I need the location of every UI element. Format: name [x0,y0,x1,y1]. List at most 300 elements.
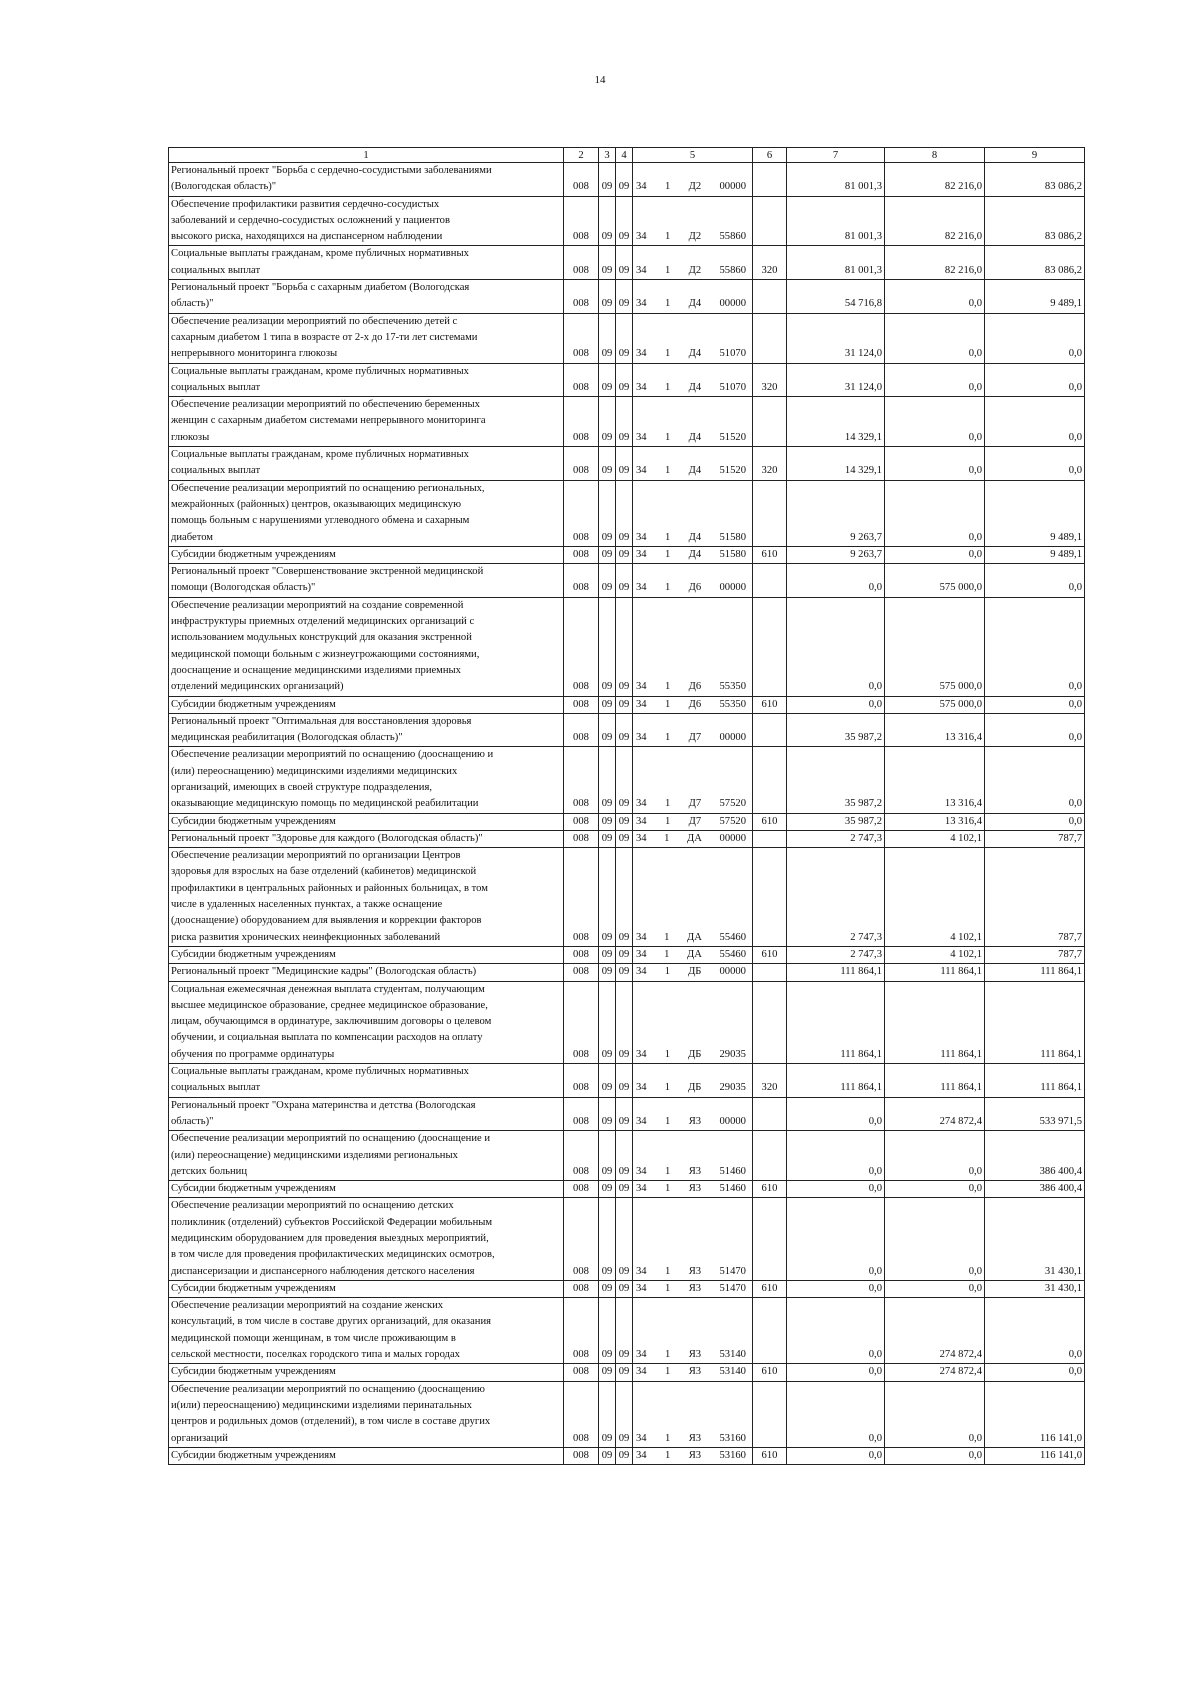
target-article-part: 34 [636,1082,647,1094]
target-article-parts [633,296,752,312]
target-article-part: Я3 [688,1282,702,1294]
ministry-code-cell: 008 [564,397,599,447]
section-code-cell: 09 [599,848,616,947]
amount-col-8-cell: 111 864,1 [885,981,985,1063]
table-row [169,813,1085,830]
target-article-part: Д4 [688,531,702,543]
row-name-cell: Обеспечение реализации мероприятий по оснащению (дооснащению и (или) переоснащению) медицинскими изделиями медицинских организаций, имеющих в своей структуре подразделения, оказывающие медицинскую помощь по медицинской реабилитации [169,747,564,813]
target-article-part: 1 [664,732,671,744]
section-code-cell: 09 [599,747,616,813]
target-article-cell [633,1381,753,1447]
target-article-part: 1 [664,465,671,477]
target-article-parts [633,580,752,596]
target-article-cell [633,1097,753,1131]
table-row [169,313,1085,363]
expense-type-cell: 610 [753,813,787,830]
amount-col-8-cell: 0,0 [885,1447,985,1464]
amount-col-8-cell: 4 102,1 [885,946,985,963]
target-article-part: 34 [636,348,647,360]
target-article-part: 1 [665,1366,671,1378]
section-code-cell: 09 [599,964,616,981]
target-article-parts [633,1080,752,1096]
expense-type-cell [753,830,787,847]
subsection-code-cell: 09 [616,564,633,598]
ministry-code-cell: 008 [564,1364,599,1381]
expense-type-cell: 320 [753,1064,787,1098]
target-article-part: Я3 [688,1265,702,1277]
target-article-part: 1 [665,1115,671,1127]
amount-col-9-cell: 787,7 [985,830,1085,847]
subsection-code-cell: 09 [616,1181,633,1198]
row-name-cell: Субсидии бюджетным учреждениям [169,1364,564,1381]
subsection-code-cell: 09 [616,163,633,197]
amount-col-7-cell: 9 263,7 [787,480,885,546]
target-article-part: 34 [636,966,647,978]
amount-col-8-cell: 0,0 [885,480,985,546]
table-row [169,848,1085,947]
amount-col-8-cell: 274 872,4 [885,1097,985,1131]
expense-type-cell [753,1381,787,1447]
ministry-code-cell: 008 [564,1280,599,1297]
target-article-cell [633,1298,753,1364]
section-code-cell: 09 [599,1097,616,1131]
amount-col-7-cell: 9 263,7 [787,546,885,563]
amount-col-7-cell: 81 001,3 [787,163,885,197]
subsection-code-cell: 09 [616,1381,633,1447]
ministry-code-cell: 008 [564,480,599,546]
expense-type-cell [753,280,787,314]
target-article-part: 1 [664,1082,670,1094]
table-row [169,981,1085,1063]
table-row [169,163,1085,197]
header-cell-col-7: 7 [787,148,885,163]
target-article-parts [633,964,752,980]
target-article-part: 1 [665,1432,671,1444]
target-article-part: 34 [636,1115,647,1127]
row-name-cell: Субсидии бюджетным учреждениям [169,696,564,713]
target-article-part: 55460 [719,931,746,943]
table-row [169,1097,1085,1131]
target-article-part: 34 [636,531,647,543]
amount-col-8-cell: 82 216,0 [885,163,985,197]
target-article-cell [633,280,753,314]
target-article-part: ДБ [688,1048,702,1060]
target-article-part: 1 [664,698,671,710]
target-article-part: 34 [636,732,647,744]
amount-col-9-cell: 9 489,1 [985,546,1085,563]
amount-col-8-cell: 0,0 [885,313,985,363]
subsection-code-cell: 09 [616,546,633,563]
target-article-part: 34 [636,264,647,276]
subsection-code-cell: 09 [616,1298,633,1364]
target-article-cell [633,964,753,981]
target-article-parts [633,430,752,446]
section-code-cell: 09 [599,696,616,713]
target-article-part: Д4 [688,431,702,443]
amount-col-9-cell: 31 430,1 [985,1280,1085,1297]
target-article-parts [633,263,752,279]
table-row [169,246,1085,280]
subsection-code-cell: 09 [616,313,633,363]
target-article-part: 00000 [719,966,746,978]
target-article-part: 1 [664,181,671,193]
ministry-code-cell: 008 [564,946,599,963]
subsection-code-cell: 09 [616,1131,633,1181]
ministry-code-cell: 008 [564,1131,599,1181]
amount-col-8-cell: 0,0 [885,1131,985,1181]
subsection-code-cell: 09 [616,696,633,713]
amount-col-7-cell: 111 864,1 [787,964,885,981]
amount-col-9-cell: 787,7 [985,848,1085,947]
section-code-cell: 09 [599,713,616,747]
expense-type-cell [753,1198,787,1280]
target-article-parts [633,1347,752,1363]
target-article-part: Д7 [688,732,702,744]
row-name-cell: Социальные выплаты гражданам, кроме публичных нормативных социальных выплат [169,447,564,481]
target-article-part: 1 [664,582,671,594]
section-code-cell: 09 [599,564,616,598]
section-code-cell: 09 [599,1447,616,1464]
expense-type-cell: 610 [753,946,787,963]
row-name-cell: Социальная ежемесячная денежная выплата студентам, получающим высшее медицинское образование, среднее медицинское образование, лицам, обучающимся в ординатуре, заключившим договоры о целевом обучении, и социальная выплата по компенсации расходов на оплату обучения по программе ординатуры [169,981,564,1063]
target-article-part: 1 [664,966,670,978]
target-article-cell [633,1447,753,1464]
amount-col-8-cell: 13 316,4 [885,747,985,813]
ministry-code-cell: 008 [564,747,599,813]
amount-col-7-cell: 2 747,3 [787,848,885,947]
target-article-cell [633,546,753,563]
section-code-cell: 09 [599,1381,616,1447]
target-article-part: 00000 [719,1115,746,1127]
target-article-part: 1 [665,1349,671,1361]
target-article-part: 1 [664,548,671,560]
target-article-part: Д4 [688,348,702,360]
target-article-part: 55460 [719,948,746,960]
table-row [169,1381,1085,1447]
ministry-code-cell: 008 [564,280,599,314]
amount-col-8-cell: 111 864,1 [885,1064,985,1098]
target-article-part: 53160 [719,1432,746,1444]
target-article-part: 55860 [719,264,746,276]
subsection-code-cell: 09 [616,1364,633,1381]
ministry-code-cell: 008 [564,1181,599,1198]
section-code-cell: 09 [599,1298,616,1364]
ministry-code-cell: 008 [564,1097,599,1131]
section-code-cell: 09 [599,313,616,363]
target-article-part: 34 [636,1366,647,1378]
table-row [169,1364,1085,1381]
amount-col-9-cell: 0,0 [985,447,1085,481]
expense-type-cell: 610 [753,546,787,563]
section-code-cell: 09 [599,196,616,246]
amount-col-7-cell: 2 747,3 [787,830,885,847]
target-article-part: 34 [636,948,647,960]
subsection-code-cell: 09 [616,363,633,397]
target-article-part: 1 [664,1048,670,1060]
amount-col-8-cell: 0,0 [885,397,985,447]
amount-col-9-cell: 0,0 [985,1364,1085,1381]
expense-type-cell [753,480,787,546]
target-article-cell [633,163,753,197]
target-article-part: Д2 [688,181,702,193]
amount-col-9-cell: 0,0 [985,363,1085,397]
target-article-part: 34 [636,1349,647,1361]
subsection-code-cell: 09 [616,946,633,963]
table-row [169,397,1085,447]
target-article-part: ДБ [688,966,702,978]
ministry-code-cell: 008 [564,163,599,197]
target-article-part: 1 [664,381,671,393]
expense-type-cell: 320 [753,246,787,280]
target-article-part: ДА [687,948,702,960]
target-article-cell [633,1198,753,1280]
target-article-part: Д4 [688,465,702,477]
ministry-code-cell: 008 [564,1198,599,1280]
ministry-code-cell: 008 [564,1381,599,1447]
target-article-part: 1 [664,231,671,243]
amount-col-7-cell: 81 001,3 [787,196,885,246]
target-article-part: 00000 [719,832,746,844]
amount-col-8-cell: 4 102,1 [885,830,985,847]
amount-col-8-cell: 0,0 [885,1181,985,1198]
target-article-part: 55350 [719,681,746,693]
expense-type-cell: 320 [753,363,787,397]
row-name-cell: Обеспечение реализации мероприятий по обеспечению беременных женщин с сахарным диабетом системами непрерывного мониторинга глюкозы [169,397,564,447]
amount-col-7-cell: 14 329,1 [787,397,885,447]
table-row [169,1298,1085,1364]
table-row [169,1181,1085,1198]
expense-type-cell: 610 [753,696,787,713]
target-article-part: 29035 [719,1082,746,1094]
section-code-cell: 09 [599,280,616,314]
amount-col-9-cell: 111 864,1 [985,981,1085,1063]
amount-col-8-cell: 82 216,0 [885,246,985,280]
target-article-part: 34 [636,298,647,310]
target-article-part: Д7 [688,798,702,810]
amount-col-7-cell: 35 987,2 [787,813,885,830]
target-article-cell [633,747,753,813]
target-article-part: 1 [664,681,671,693]
amount-col-8-cell: 0,0 [885,1381,985,1447]
subsection-code-cell: 09 [616,848,633,947]
target-article-part: 34 [636,1282,647,1294]
target-article-parts [633,1114,752,1130]
ministry-code-cell: 008 [564,1298,599,1364]
amount-col-7-cell: 0,0 [787,1298,885,1364]
target-article-part: Д4 [688,548,702,560]
target-article-part: Д6 [688,698,702,710]
expense-type-cell [753,313,787,363]
amount-col-9-cell: 116 141,0 [985,1447,1085,1464]
section-code-cell: 09 [599,480,616,546]
section-code-cell: 09 [599,1181,616,1198]
target-article-part: 51470 [719,1282,746,1294]
table-row [169,1447,1085,1464]
target-article-parts [633,831,752,847]
section-code-cell: 09 [599,1198,616,1280]
row-name-cell: Региональный проект "Борьба с сахарным диабетом (Вологодская область)" [169,280,564,314]
amount-col-9-cell: 83 086,2 [985,246,1085,280]
table-row [169,196,1085,246]
table-row [169,964,1085,981]
header-cell-col-2: 2 [564,148,599,163]
header-cell-col-3: 3 [599,148,616,163]
target-article-part: 34 [636,1265,647,1277]
table-row [169,564,1085,598]
target-article-part: 1 [664,531,671,543]
subsection-code-cell: 09 [616,981,633,1063]
expense-type-cell [753,1097,787,1131]
amount-col-9-cell: 787,7 [985,946,1085,963]
amount-col-9-cell: 0,0 [985,1298,1085,1364]
target-article-part: Д6 [688,681,702,693]
target-article-cell [633,1181,753,1198]
ministry-code-cell: 008 [564,564,599,598]
target-article-part: Д7 [688,815,702,827]
target-article-parts [633,179,752,195]
target-article-part: 34 [636,1048,647,1060]
section-code-cell: 09 [599,546,616,563]
target-article-parts [633,1281,752,1297]
target-article-parts [633,229,752,245]
target-article-part: 29035 [719,1048,746,1060]
target-article-part: 34 [636,698,647,710]
row-name-cell: Социальные выплаты гражданам, кроме публичных нормативных социальных выплат [169,363,564,397]
ministry-code-cell: 008 [564,964,599,981]
target-article-part: 34 [636,1183,647,1195]
amount-col-8-cell: 575 000,0 [885,597,985,696]
table-row [169,597,1085,696]
amount-col-9-cell: 386 400,4 [985,1131,1085,1181]
target-article-part: Д2 [688,231,702,243]
target-article-part: Я3 [688,1115,702,1127]
amount-col-9-cell: 111 864,1 [985,964,1085,981]
target-article-part: 51580 [719,531,746,543]
target-article-part: Я3 [688,1165,702,1177]
section-code-cell: 09 [599,397,616,447]
ministry-code-cell: 008 [564,597,599,696]
target-article-part: 57520 [719,815,746,827]
section-code-cell: 09 [599,946,616,963]
target-article-parts [633,530,752,546]
target-article-cell [633,447,753,481]
subsection-code-cell: 09 [616,1280,633,1297]
target-article-part: 57520 [719,798,746,810]
target-article-part: 51520 [719,431,746,443]
subsection-code-cell: 09 [616,397,633,447]
amount-col-7-cell: 31 124,0 [787,363,885,397]
amount-col-7-cell: 0,0 [787,1181,885,1198]
amount-col-9-cell: 0,0 [985,313,1085,363]
target-article-cell [633,946,753,963]
amount-col-9-cell: 9 489,1 [985,280,1085,314]
ministry-code-cell: 008 [564,363,599,397]
section-code-cell: 09 [599,830,616,847]
amount-col-7-cell: 2 747,3 [787,946,885,963]
table-row [169,280,1085,314]
target-article-parts [633,679,752,695]
amount-col-7-cell: 31 124,0 [787,313,885,363]
target-article-part: Д4 [688,298,702,310]
amount-col-7-cell: 81 001,3 [787,246,885,280]
ministry-code-cell: 008 [564,713,599,747]
subsection-code-cell: 09 [616,196,633,246]
table-body [169,148,1085,1465]
target-article-part: 34 [636,815,647,827]
ministry-code-cell: 008 [564,546,599,563]
target-article-part: 34 [636,832,647,844]
target-article-cell [633,397,753,447]
target-article-part: 34 [636,1432,647,1444]
ministry-code-cell: 008 [564,1064,599,1098]
target-article-cell [633,564,753,598]
amount-col-7-cell: 54 716,8 [787,280,885,314]
amount-col-8-cell: 0,0 [885,363,985,397]
target-article-part: 1 [665,1165,671,1177]
row-name-cell: Обеспечение реализации мероприятий по обеспечению детей с сахарным диабетом 1 типа в возрасте от 2-х до 17-ти лет системами непрерывного мониторинга глюкозы [169,313,564,363]
section-code-cell: 09 [599,1131,616,1181]
header-cell-col-5: 5 [633,148,753,163]
expense-type-cell [753,1131,787,1181]
amount-col-8-cell: 274 872,4 [885,1298,985,1364]
target-article-part: 34 [636,381,647,393]
target-article-part: 51070 [719,381,746,393]
amount-col-9-cell: 0,0 [985,747,1085,813]
target-article-parts [633,547,752,563]
expense-type-cell: 320 [753,447,787,481]
subsection-code-cell: 09 [616,713,633,747]
header-cell-col-8: 8 [885,148,985,163]
target-article-part: 34 [636,181,647,193]
header-cell-col-6: 6 [753,148,787,163]
table-row [169,1064,1085,1098]
amount-col-7-cell: 0,0 [787,696,885,713]
target-article-parts [633,1431,752,1447]
amount-col-7-cell: 111 864,1 [787,1064,885,1098]
amount-col-9-cell: 116 141,0 [985,1381,1085,1447]
target-article-part: ДА [687,832,702,844]
amount-col-7-cell: 0,0 [787,1364,885,1381]
subsection-code-cell: 09 [616,747,633,813]
target-article-parts [633,1164,752,1180]
target-article-part: 00000 [719,582,746,594]
row-name-cell: Обеспечение реализации мероприятий на создание современной инфраструктуры приемных отделений медицинских организаций с использованием модульных конструкций для оказания экстренной медицинской помощи больным с жизнеугрожающими состояниями, дооснащение и оснащение медицинскими изделиями приемных отделений медицинских организаций) [169,597,564,696]
row-name-cell: Субсидии бюджетным учреждениям [169,1181,564,1198]
subsection-code-cell: 09 [616,964,633,981]
amount-col-7-cell: 35 987,2 [787,713,885,747]
ministry-code-cell: 008 [564,830,599,847]
row-name-cell: Обеспечение реализации мероприятий по оснащению детских поликлиник (отделений) субъектов Российской Федерации мобильным медицинским оборудованием для проведения выездных мероприятий, в том числе для проведения профилактических медицинских осмотров, диспансеризации и диспансерного наблюдения детского населения [169,1198,564,1280]
target-article-part: 00000 [719,298,746,310]
target-article-part: 51460 [719,1183,746,1195]
target-article-cell [633,196,753,246]
subsection-code-cell: 09 [616,480,633,546]
row-name-cell: Социальные выплаты гражданам, кроме публичных нормативных социальных выплат [169,1064,564,1098]
target-article-cell [633,981,753,1063]
section-code-cell: 09 [599,447,616,481]
table-row [169,447,1085,481]
target-article-parts [633,814,752,830]
subsection-code-cell: 09 [616,597,633,696]
expense-type-cell: 610 [753,1280,787,1297]
amount-col-9-cell: 0,0 [985,597,1085,696]
row-name-cell: Субсидии бюджетным учреждениям [169,946,564,963]
amount-col-9-cell: 111 864,1 [985,1064,1085,1098]
target-article-part: ДА [687,931,702,943]
target-article-part: Д6 [688,582,702,594]
target-article-part: 00000 [719,732,746,744]
expense-type-cell [753,564,787,598]
